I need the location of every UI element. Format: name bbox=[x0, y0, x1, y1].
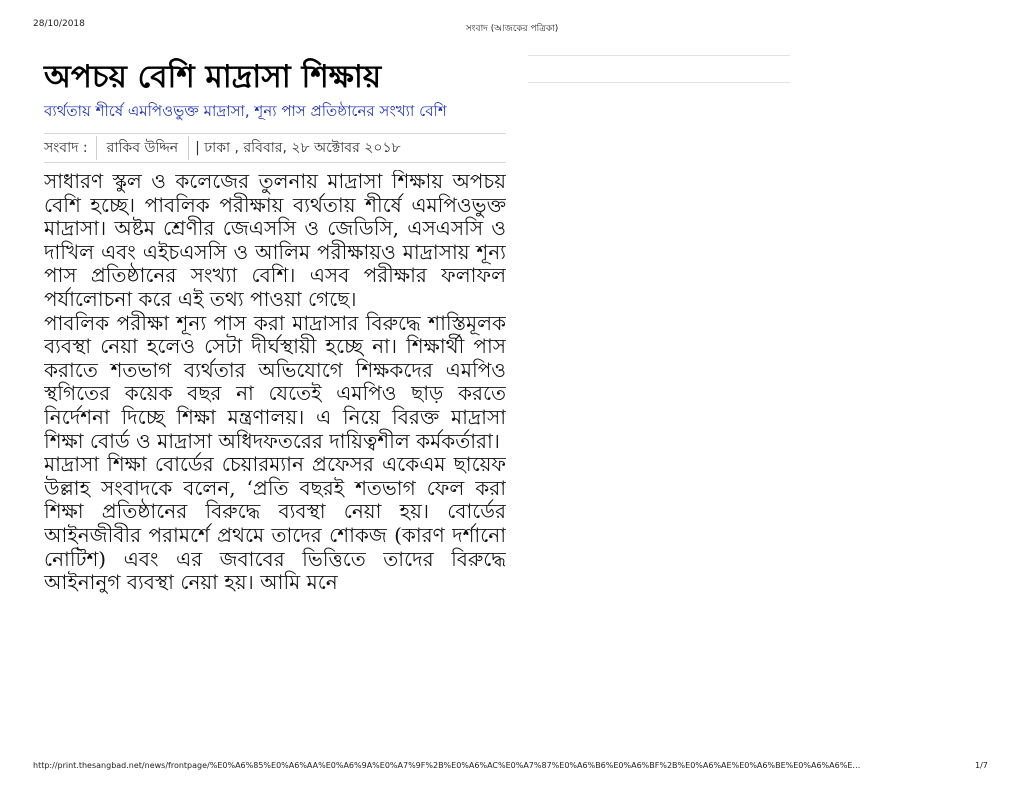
article-paragraph: পাবলিক পরীক্ষা শূন্য পাস করা মাদ্রাসার বিরুদ্ধে শাস্তিমূলক ব্যবস্থা নেয়া হলেও সেটা দীর্ঘস্থায়ী হচ্ছে না। শিক্ষার্থী পাস করাতে শতভাগ ব্যর্থতার অভিযোগে শিক্ষকদের এমপিও স্থগিতের কয়েক বছর না যেতেই এমপিও ছাড় করতে নির্দেশনা দিচ্ছে শিক্ষা মন্ত্রণালয়। এ নিয়ে বিরক্ত মাদ্রাসা শিক্ষা বোর্ড ও মাদ্রাসা অধিদফতরের দায়িত্বশীল কর্মকর্তারা। bbox=[44, 310, 506, 453]
byline-author: রাকিব উদ্দিন bbox=[97, 136, 189, 160]
article-paragraph: সাধারণ স্কুল ও কলেজের তুলনায় মাদ্রাসা শিক্ষায় অপচয় বেশি হচ্ছে। পাবলিক পরীক্ষায় ব্যর্থতায় শীর্ষে এমপিওভুক্ত মাদ্রাসা। অষ্টম শ্রেণীর জেএসসি ও জেডিসি, এসএসসি ও দাখিল এবং এইচএসসি ও আলিম পরীক্ষায়ও মাদ্রাসায় শূন্য পাস প্রতিষ্ঠানের সংখ্যা বেশি। এসব পরীক্ষার ফলাফল পর্যালোচনা করে এই তথ্য পাওয়া গেছে। bbox=[44, 170, 506, 311]
byline-dateline: | ঢাকা , রবিবার, ২৮ অক্টোবর ২০১৮ bbox=[195, 140, 401, 156]
article-paragraph: মাদ্রাসা শিক্ষা বোর্ডের চেয়ারম্যান প্রফেসর একেএম ছায়েফ উল্লাহ সংবাদকে বলেন, ‘প্রতি বছরই শতভাগ ফেল করা শিক্ষা প্রতিষ্ঠানের বিরুদ্ধে ব্যবস্থা নেয়া হয়। বোর্ডের আইনজীবীর পরামর্শে প্রথমে তাদের শোকজ (কারণ দর্শানো নোটিশ) এবং এর জবাবের ভিত্তিতে তাদের বিরুদ্ধে আইনানুগ ব্যবস্থা নেয়া হয়। আমি মনে bbox=[44, 452, 506, 595]
subheadline: ব্যর্থতায় শীর্ষে এমপিওভুক্ত মাদ্রাসা, শূন্য পাস প্রতিষ্ঠানের সংখ্যা বেশি bbox=[44, 102, 447, 120]
document-title: সংবাদ (আজকের পত্রিকা) bbox=[465, 24, 559, 34]
headline: অপচয় বেশি মাদ্রাসা শিক্ষায় bbox=[44, 59, 382, 95]
print-date: 28/10/2018 bbox=[33, 19, 85, 29]
sidebar-divider bbox=[528, 82, 790, 83]
byline-source-label: সংবাদ : bbox=[44, 136, 97, 160]
article bbox=[44, 56, 506, 734]
byline bbox=[44, 133, 506, 163]
page-number: 1/7 bbox=[975, 761, 988, 770]
source-url[interactable]: http://print.thesangbad.net/news/frontpage/%E0%A6%85%E0%A6%AA%E0%A6%9A%E0%A7%9F%2B%E0%A6%AC%E0%A7%87%E0%A6%B6%E0%A6%BF%2B%E0%A6%AE%E0%A6%BE%E0%A6%A6%E… bbox=[33, 761, 861, 770]
sidebar-divider bbox=[528, 55, 790, 56]
article-body bbox=[44, 170, 506, 734]
